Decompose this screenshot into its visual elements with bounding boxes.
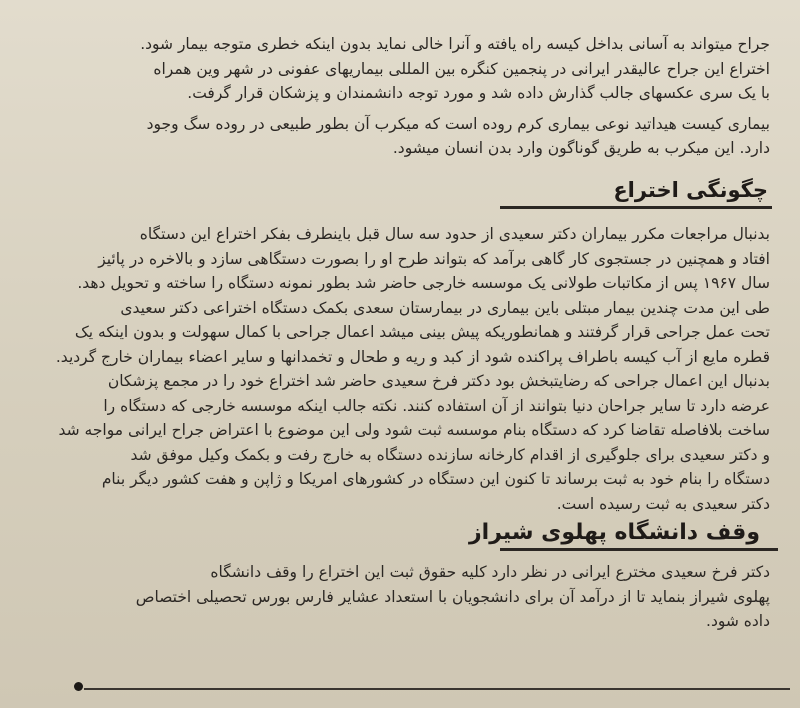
text-line: ساخت بلافاصله تقاضا کرد که دستگاه بنام موسسه ثبت شود ولی این موضوع با اعتراض جراح ایرانی مواجه شد [58,421,770,439]
text-line: بیماری کیست هیداتید نوعی بیماری کرم روده است که میکرب آن بطور طبیعی در روده سگ وجود [146,114,770,133]
text-line: افتاد و همچنین در جستجوی کار گاهی برآمد که بتواند طرح او را بصورت دستگاهی سازد و بالاخره در پائیز [98,249,770,268]
text-line: دستگاه را بنام خود به ثبت برساند تا کنون این دستگاه در کشورهای امریکا و ژاپن و هفت کشور دیگر بنام [101,470,770,488]
text-line: با یک سری عکسهای جالب گذارش داده شد و مورد توجه دانشمندان و پزشکان قرار گرفت. [187,84,770,102]
intro-paragraph [40,32,770,161]
text-line: پهلوی شیراز بنماید تا از درآمد آن برای دانشجویان با استعداد عشایر فارس بورس تحصیلی اختصاص [135,587,770,606]
text-line: سال ۱۹۶۷ پس از مکاتبات طولانی یک موسسه خارجی حاضر شد بطور نمونه دستگاه را ساخته و تحویل دهد. [77,274,770,292]
bullet-mark [74,682,83,691]
text-line: و دکتر سعیدی برای جلوگیری از اقدام کارخانه سازنده دستگاه به خارج رفت و بکمک وکیل موفق شد [130,445,770,464]
heading-underline [500,548,778,551]
section-heading-invention: چگونگی اختراع [613,178,768,202]
text-line: بدنبال مراجعات مکرر بیماران دکتر سعیدی از حدود سه سال قبل باینطرف بفکر اختراع این دستگاه [139,225,770,243]
text-line: بدنبال این اعمال جراحی که رضایتبخش بود دکتر فرخ سعیدی حاضر شد اختراع خود را در مجمع پزشکان [107,372,770,390]
text-line: تحت عمل جراحی قرار گرفتند و همانطوریکه پیش بینی میشد اعمال جراحی با کمال سهولت و بدون اینکه یک [74,323,770,341]
text-line: جراح میتواند به آسانی بداخل کیسه راه یافته و آنرا خالی نماید بدون اینکه خطری متوجه بیمار شود. [140,35,770,53]
endowment-paragraph [40,560,770,634]
text-line: دکتر فرخ سعیدی مخترع ایرانی در نظر دارد کلیه حقوق ثبت این اختراع را وقف دانشگاه [210,563,770,581]
section-heading-endowment: وقف دانشگاه پهلوی شیراز [468,520,760,545]
text-line: داده شود. [706,612,770,630]
text-line: دارد. این میکرب به طریق گوناگون وارد بدن انسان میشود. [392,139,770,157]
heading-underline [500,206,772,209]
text-line: اختراع این جراح عالیقدر ایرانی در پنجمین کنگره بین المللی بیماریهای عفونی در شهر وین همراه [153,59,770,78]
text-line: طی این مدت چندین بیمار مبتلی باین بیماری در بیمارستان سعدی بکمک دستگاه اختراعی دکتر سعیدی [120,298,770,317]
text-line: عرضه دارد تا سایر جراحان دنیا بتوانند از آن استفاده کنند. نکته جالب اینکه موسسه خارجی که دستگاه را [103,396,770,415]
bottom-rule [84,688,790,690]
invention-paragraph [40,222,770,516]
text-line: دکتر سعیدی به ثبت رسیده است. [556,494,770,513]
text-line: قطره مایع از آب کیسه باطراف پراکنده شود از کبد و ریه و طحال و تخمدانها و سایر اعضاء بیماران خارج گردید. [55,347,770,366]
